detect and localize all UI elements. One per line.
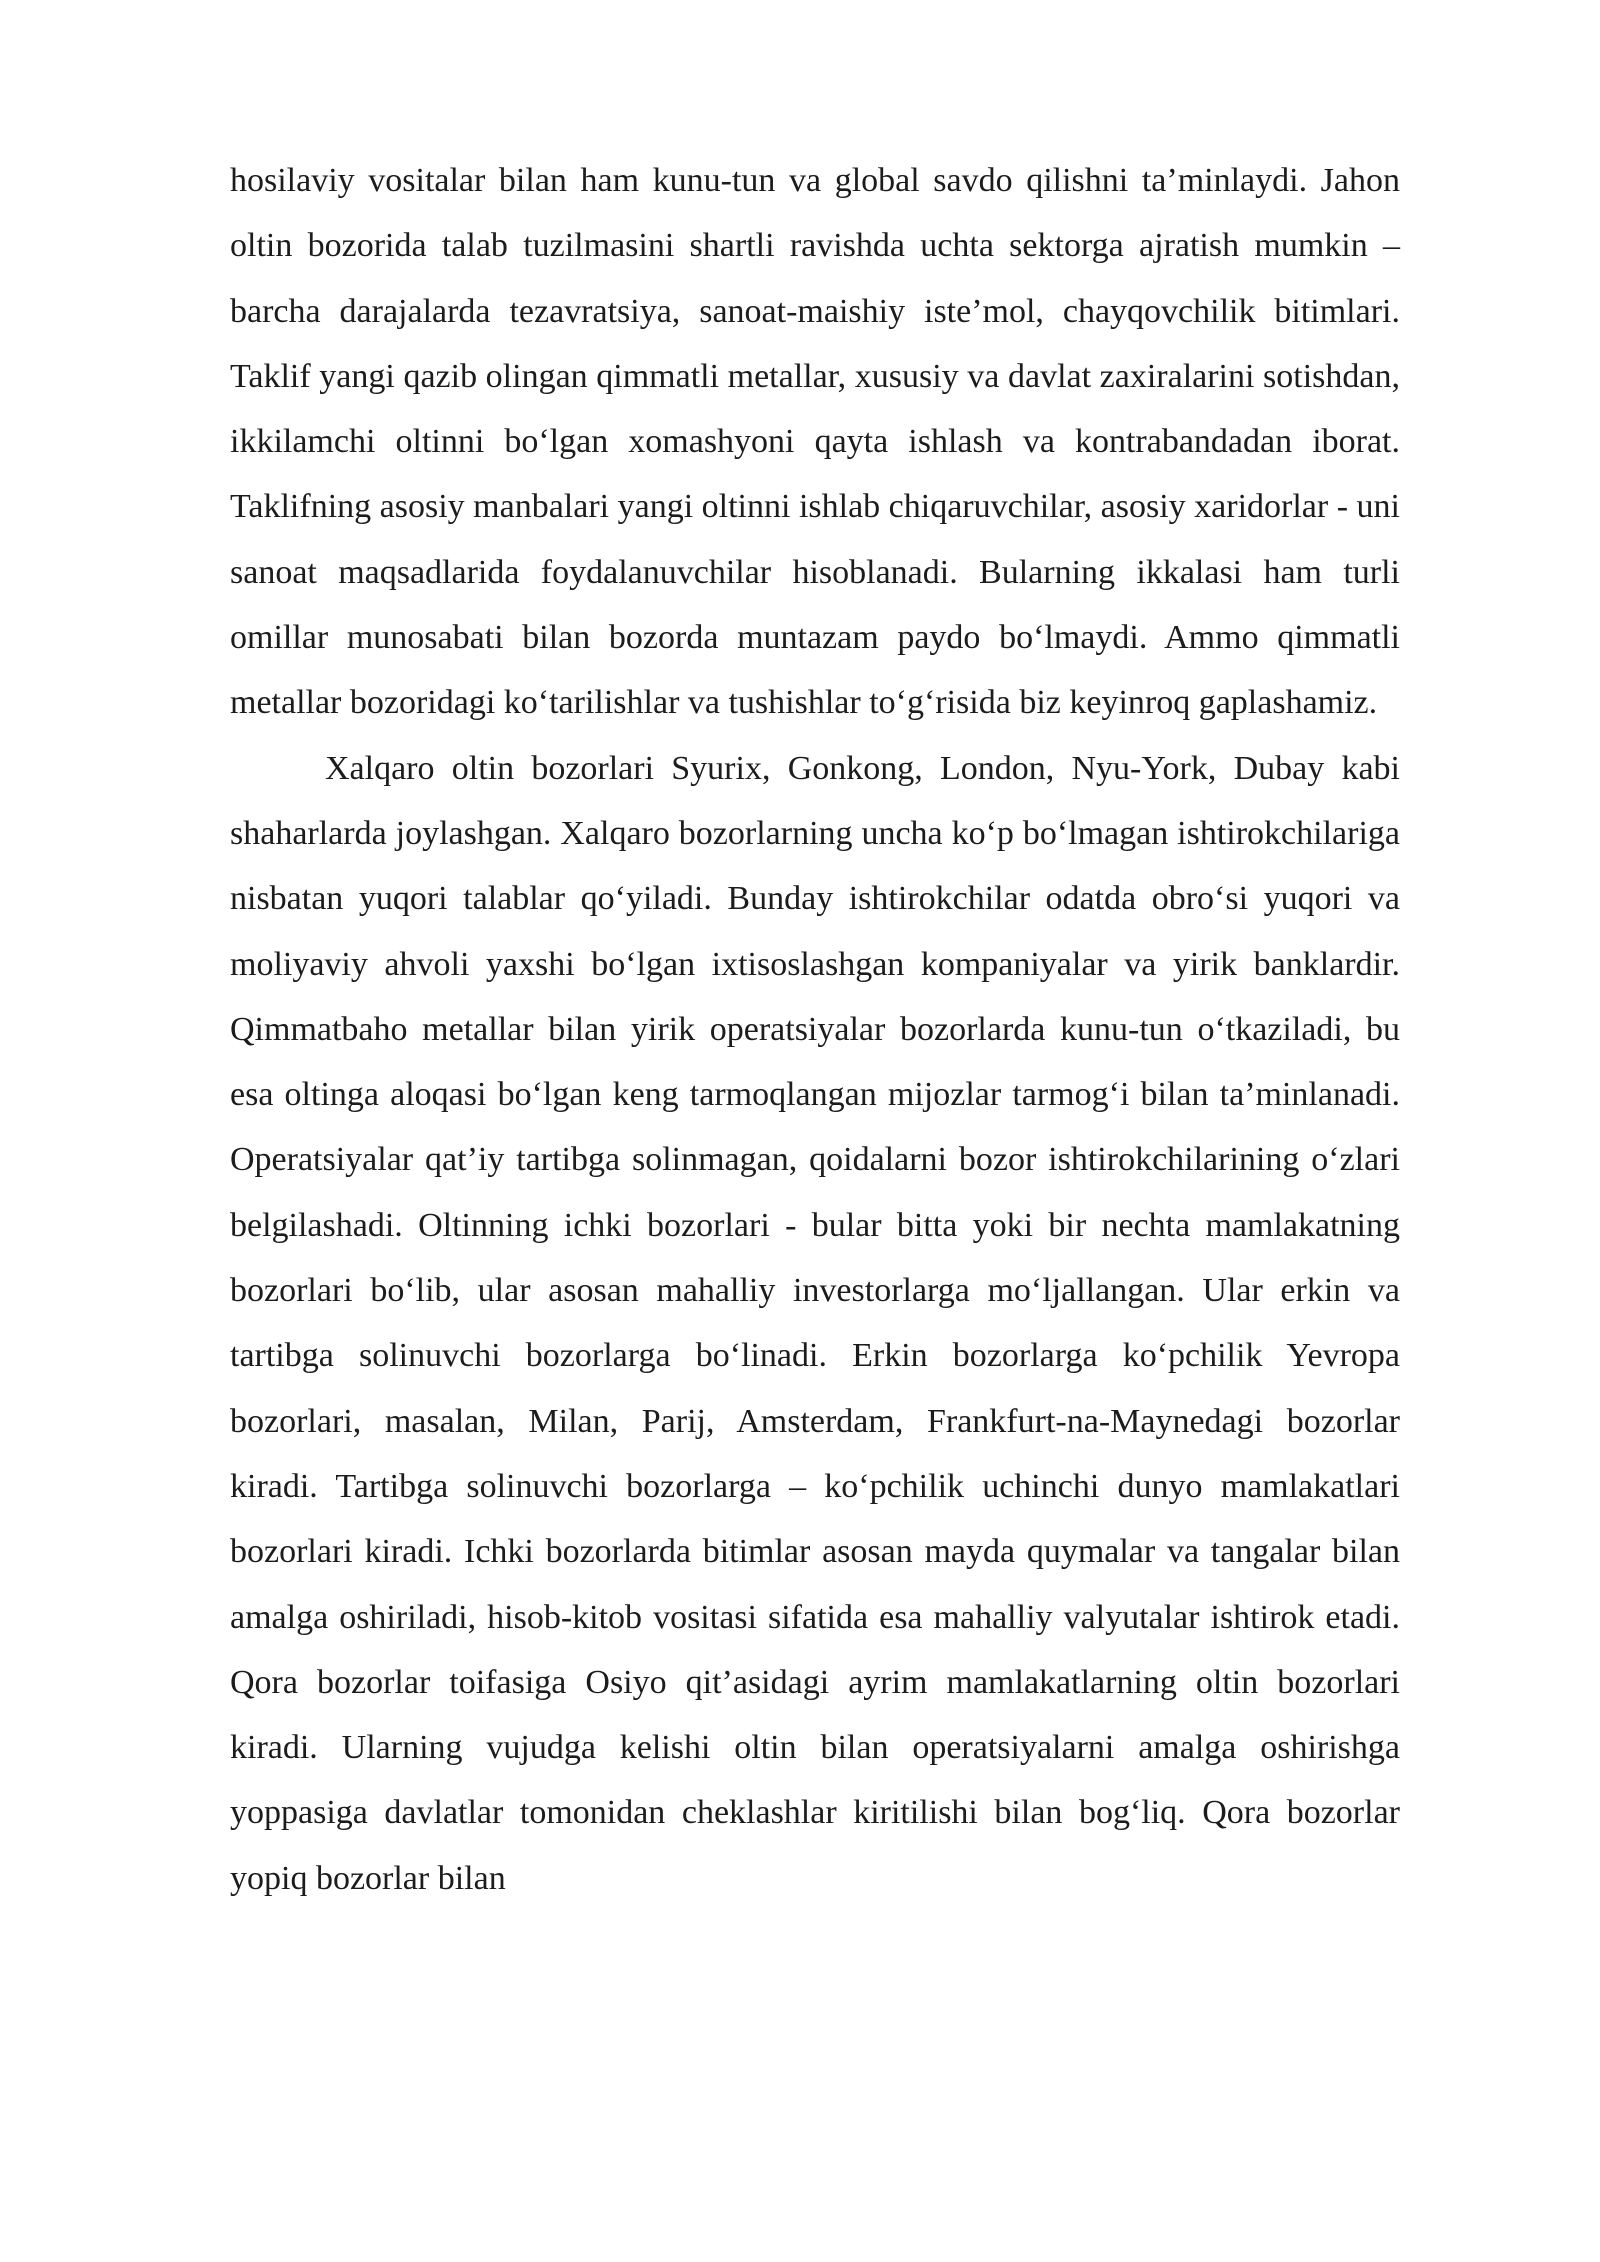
body-text — [230, 148, 1400, 1911]
paragraph-1: hosilaviy vositalar bilan ham kunu-tun va global savdo qilishni ta’minlaydi. Jahon oltin bozorida talab tuzilmasini shartli ravishda uchta sektorga ajratish mumkin – barcha darajalarda tezavratsiya, sanoat-maishiy iste’mol, chayqovchilik bitimlari. Taklif yangi qazib olingan qimmatli metallar, xususiy va davlat zaxiralarini sotishdan, ikkilamchi oltinni bo‘lgan xomashyoni qayta ishlash va kontrabandadan iborat. Taklifning asosiy manbalari yangi oltinni ishlab chiqaruvchilar, asosiy xaridorlar - uni sanoat maqsadlarida foydalanuvchilar hisoblanadi. Bularning ikkalasi ham turli omillar munosabati bilan bozorda muntazam paydo bo‘lmaydi. Ammo qimmatli metallar bozoridagi ko‘tarilishlar va tushishlar to‘g‘risida biz keyinroq gaplashamiz. — [230, 162, 1400, 722]
paragraph-2: Xalqaro oltin bozorlari Syurix, Gonkong, London, Nyu-York, Dubay kabi shaharlarda joylashgan. Xalqaro bozorlarning uncha ko‘p bo‘lmagan ishtirokchilariga nisbatan yuqori talablar qo‘yiladi. Bunday ishtirokchilar odatda obro‘si yuqori va moliyaviy ahvoli yaxshi bo‘lgan ixtisoslashgan kompaniyalar va yirik banklardir. Qimmatbaho metallar bilan yirik operatsiyalar bozorlarda kunu-tun o‘tkaziladi, bu esa oltinga aloqasi bo‘lgan keng tarmoqlangan mijozlar tarmog‘i bilan ta’minlanadi. Operatsiyalar qat’iy tartibga solinmagan, qoidalarni bozor ishtirokchilarining o‘zlari belgilashadi. Oltinning ichki bozorlari - bular bitta yoki bir nechta mamlakatning bozorlari bo‘lib, ular asosan mahalliy investorlarga mo‘ljallangan. Ular erkin va tartibga solinuvchi bozorlarga bo‘linadi. Erkin bozorlarga ko‘pchilik Yevropa bozorlari, masalan, Milan, Parij, Amsterdam, Frankfurt-na-Maynedagi bozorlar kiradi. Tartibga solinuvchi bozorlarga – ko‘pchilik uchinchi dunyo mamlakatlari bozorlari kiradi. Ichki bozorlarda bitimlar asosan mayda quymalar va tangalar bilan amalga oshiriladi, hisob-kitob vositasi sifatida esa mahalliy valyutalar ishtirok etadi. Qora bozorlar toifasiga Osiyo qit’asidagi ayrim mamlakatlarning oltin bozorlari kiradi. Ularning vujudga kelishi oltin bilan operatsiyalarni amalga oshirishga yoppasiga davlatlar tomonidan cheklashlar kiritilishi bilan bog‘liq. Qora bozorlar yopiq bozorlar bilan — [230, 749, 1400, 1897]
